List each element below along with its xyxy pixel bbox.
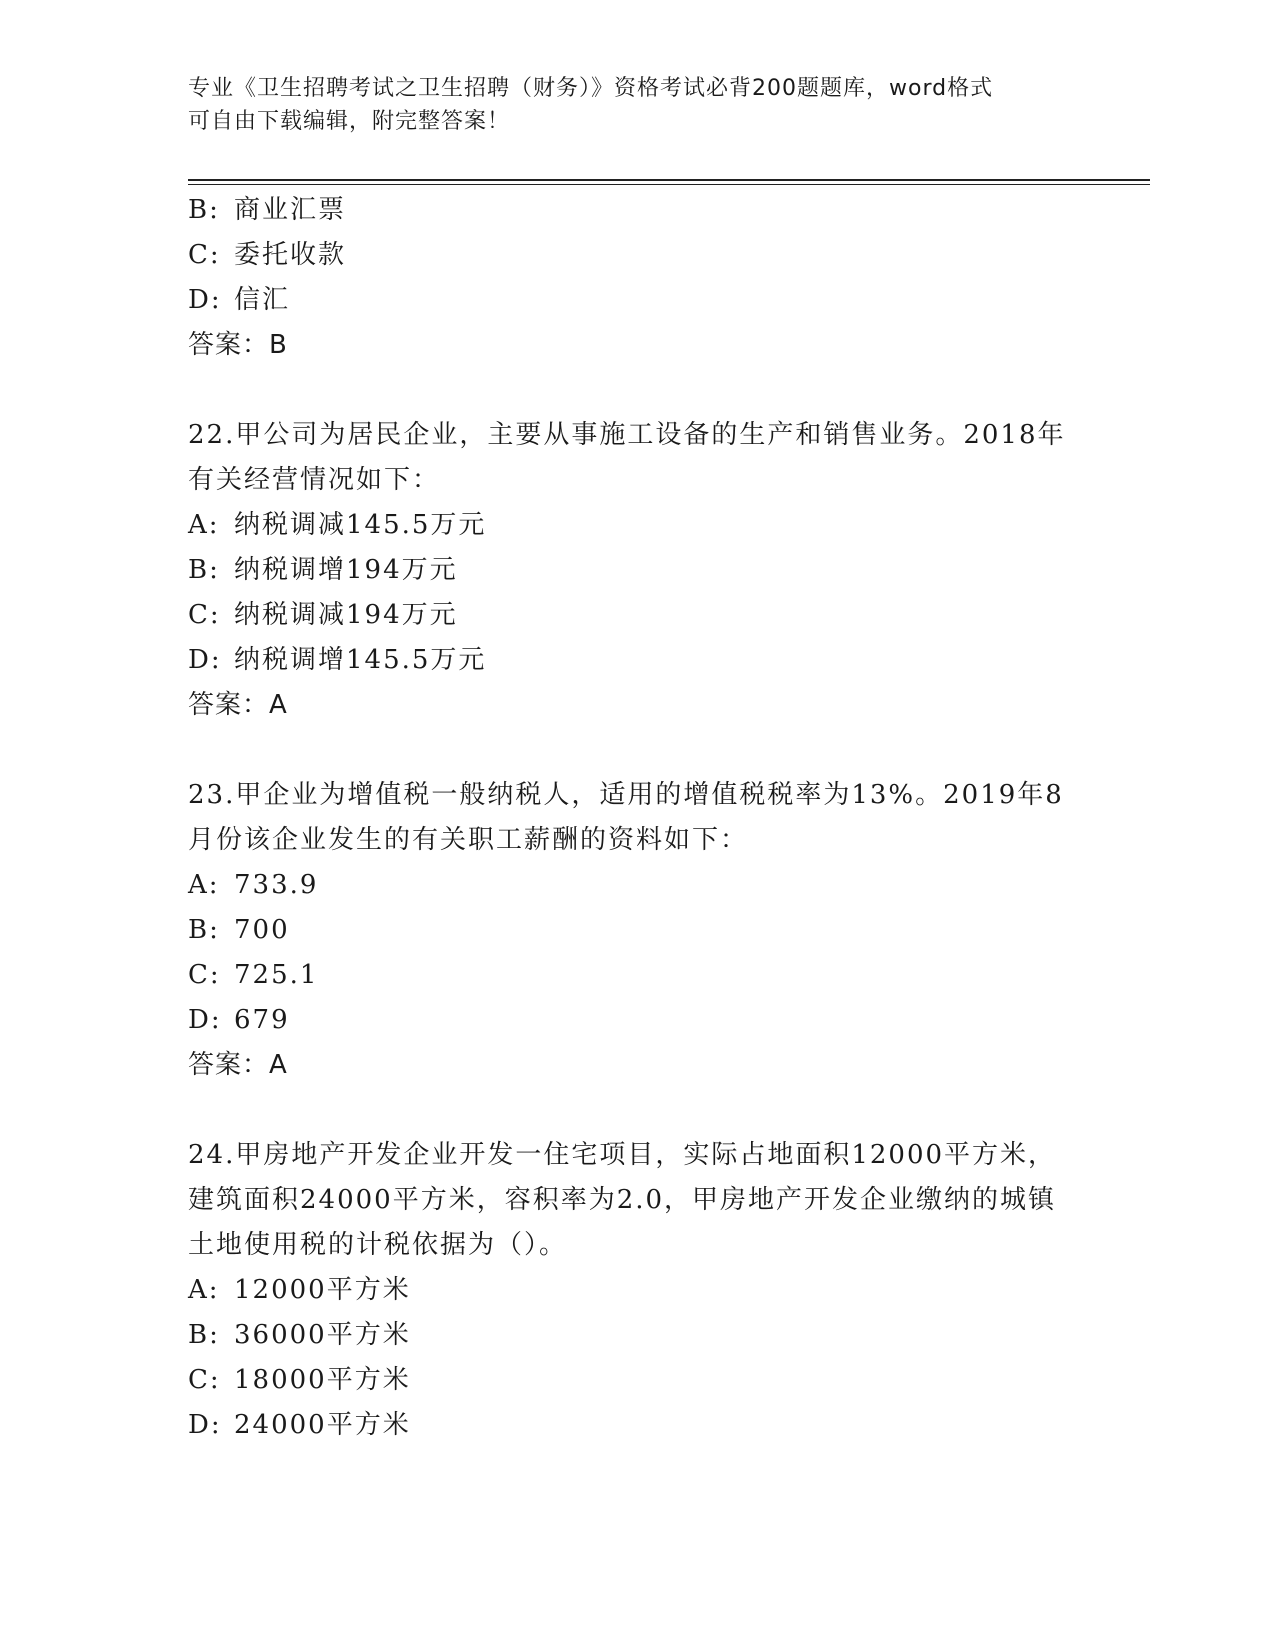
option-b [188,1313,1088,1358]
stem-line: 月份该企业发生的有关职工薪酬的资料如下： [188,825,749,855]
answer: 答案：A [188,690,288,720]
question-24 [188,1133,1088,1448]
header-line-2: 可自由下载编辑，附完整答案！ [188,109,511,134]
option-d [188,278,1088,323]
stem-line: 24.甲房地产开发企业开发一住宅项目，实际占地面积12000平方米， [188,1140,1057,1170]
option-key: C: [188,960,221,990]
option-text: 733.9 [234,870,319,900]
question-22 [188,413,1088,728]
option-text: 委托收款 [234,240,347,270]
option-key: B: [188,555,220,585]
option-b [188,908,1088,953]
option-b [188,548,1088,593]
stem-line: 有关经营情况如下： [188,465,441,495]
option-text: 700 [234,915,290,945]
option-key: A: [188,510,220,540]
option-text: 纳税调减145.5万元 [234,510,487,540]
option-a [188,503,1088,548]
option-c [188,593,1088,638]
stem-line: 建筑面积24000平方米，容积率为2.0，甲房地产开发企业缴纳的城镇 [188,1185,1057,1215]
answer: 答案：A [188,1050,288,1080]
option-text: 725.1 [234,960,319,990]
option-key: C: [188,1365,221,1395]
option-key: C: [188,600,221,630]
option-key: A: [188,870,220,900]
option-text: 纳税调增194万元 [234,555,458,585]
option-key: B: [188,915,220,945]
header-line-1: 专业《卫生招聘考试之卫生招聘（财务）》资格考试必背200题题库，word格式 [188,76,994,101]
question-stem [188,413,1088,503]
option-key: D: [188,285,222,315]
option-text: 24000平方米 [234,1410,411,1440]
question-stem [188,773,1088,863]
question-stem [188,1133,1088,1268]
option-text: 纳税调减194万元 [234,600,458,630]
option-b [188,188,1088,233]
option-c [188,1358,1088,1403]
stem-line: 土地使用税的计税依据为（）。 [188,1230,568,1260]
option-key: D: [188,1005,222,1035]
option-d [188,638,1088,683]
option-key: A: [188,1275,220,1305]
option-d [188,998,1088,1043]
header-rule-bottom [188,184,1150,185]
option-a [188,1268,1088,1313]
option-text: 679 [234,1005,290,1035]
option-text: 纳税调增145.5万元 [234,645,487,675]
option-c [188,233,1088,278]
question-23 [188,773,1088,1088]
stem-line: 23.甲企业为增值税一般纳税人，适用的增值税税率为13%。2019年8 [188,780,1064,810]
document-body [188,188,1088,1448]
option-text: 18000平方米 [234,1365,411,1395]
option-text: 36000平方米 [234,1320,411,1350]
option-d [188,1403,1088,1448]
option-text: 信汇 [234,285,291,315]
option-key: B: [188,195,220,225]
option-key: D: [188,1410,222,1440]
option-key: D: [188,645,222,675]
header-rule-top [188,179,1150,181]
option-a [188,863,1088,908]
question-21-tail [188,188,1088,368]
option-key: B: [188,1320,220,1350]
document-header [188,72,1088,138]
option-text: 商业汇票 [234,195,347,225]
answer: 答案：B [188,330,288,360]
option-key: C: [188,240,221,270]
option-text: 12000平方米 [234,1275,411,1305]
option-c [188,953,1088,998]
stem-line: 22.甲公司为居民企业，主要从事施工设备的生产和销售业务。2018年 [188,420,1066,450]
